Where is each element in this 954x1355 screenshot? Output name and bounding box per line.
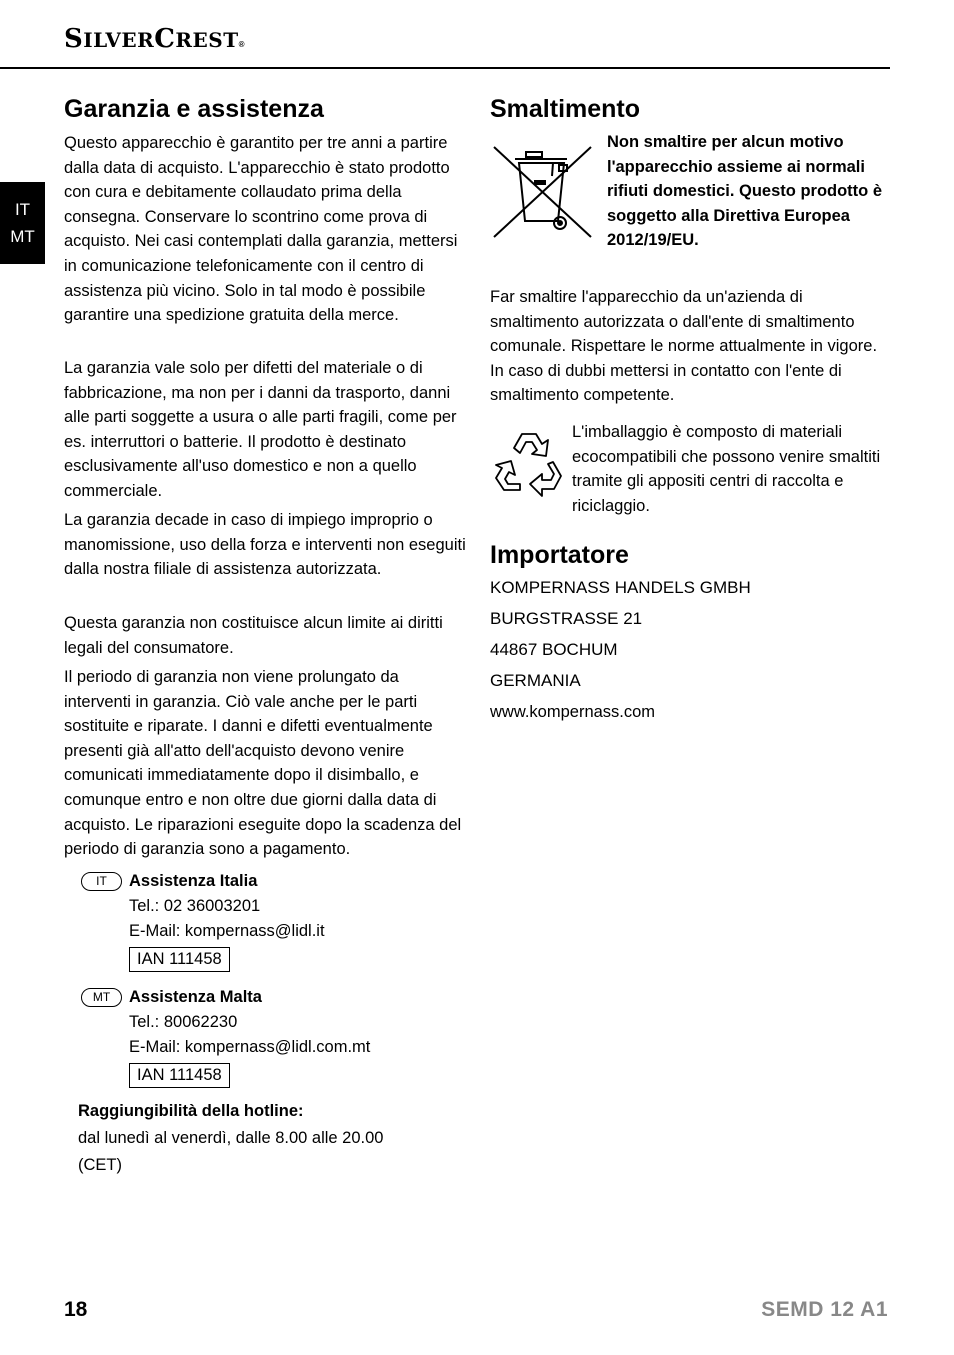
disposal-heading: Smaltimento bbox=[490, 95, 641, 123]
service-title: Assistenza Malta bbox=[129, 988, 262, 1006]
disposal-warning: Non smaltire per alcun motivo l'apparecchio assieme ai normali rifiuti domestici. Questo prodotto è soggetto alla Direttiva Europea 2012/19/EU. bbox=[607, 133, 883, 250]
hotline-title: Raggiungibilità della hotline: bbox=[78, 1102, 304, 1120]
hotline-info bbox=[78, 1098, 468, 1179]
recycle-icon bbox=[490, 428, 566, 500]
brand-logo: SILVERCREST® bbox=[64, 24, 246, 54]
lang-it: IT bbox=[14, 200, 31, 219]
service-email: E-Mail: kompernass@lidl.it bbox=[129, 922, 325, 940]
importer-heading: Importatore bbox=[490, 541, 629, 569]
hotline-timezone: (CET) bbox=[78, 1156, 122, 1174]
importer-company: KOMPERNASS HANDELS GMBH bbox=[490, 578, 751, 597]
service-phone: Tel.: 80062230 bbox=[129, 1013, 238, 1031]
warranty-paragraph-3: La garanzia decade in caso di impiego improprio o manomissione, uso della forza e interventi non eseguiti dalla nostra filiale di assistenza autorizzata. bbox=[64, 511, 466, 579]
country-badge-mt: MT bbox=[81, 988, 122, 1007]
crossed-bin-icon bbox=[490, 141, 598, 241]
warranty-heading: Garanzia e assistenza bbox=[64, 95, 324, 123]
country-badge-it: IT bbox=[81, 872, 122, 891]
warranty-paragraph-2: La garanzia vale solo per difetti del materiale o di fabbricazione, ma non per i danni da trasporto, danni alle parti soggette a usura o alle parti fragili, come per es. interruttori o batterie. Il prodotto è destinato esclusivamente all'uso domestico e non a quello commerciale. bbox=[64, 359, 457, 500]
warranty-paragraph-1: Questo apparecchio è garantito per tre anni a partire dalla data di acquisto. L'apparecchio è stato prodotto con cura e debitamente collaudato prima della consegna. Conservare lo scontrino come prova di acquisto. Nei casi contemplati dalla garanzia, mettersi in comunicazione telefonicamente con il centro di assistenza più vicino. Solo in tal modo è possibile garantire una spedizione gratuita della merce. bbox=[64, 134, 458, 325]
disposal-paragraph: Far smaltire l'apparecchio da un'azienda di smaltimento autorizzata o dall'ente di smaltimento comunale. Rispettare le norme attualmente in vigore. In caso di dubbi mettersi in contatto con l'ente di smaltimento competente. bbox=[490, 288, 878, 405]
service-italy bbox=[78, 869, 468, 972]
model-number: SEMD 12 A1 bbox=[761, 1298, 888, 1321]
language-tab bbox=[0, 182, 45, 264]
ian-box: IAN 111458 bbox=[129, 1063, 230, 1088]
service-phone: Tel.: 02 36003201 bbox=[129, 897, 261, 915]
importer-street: BURGSTRASSE 21 bbox=[490, 609, 643, 628]
header-rule bbox=[0, 67, 890, 69]
service-title: Assistenza Italia bbox=[129, 872, 258, 890]
importer-country: GERMANIA bbox=[490, 671, 581, 690]
hotline-hours: dal lunedì al venerdì, dalle 8.00 alle 20.00 bbox=[78, 1129, 384, 1147]
lang-mt: MT bbox=[10, 227, 35, 246]
packaging-note: L'imballaggio è composto di materiali ecocompatibili che possono venire smaltiti tramite gli appositi centri di raccolta e riciclaggio. bbox=[572, 423, 881, 515]
warranty-paragraph-5: Il periodo di garanzia non viene prolungato da interventi in garanzia. Ciò vale anche per le parti sostituite e riparate. I danni e difetti eventualmente presenti già all'atto dell'acquisto devono venire comunicati immediatamente dopo il disimballo, e comunque entro e non oltre due giorni dalla data di acquisto. Le riparazioni eseguite dopo la scadenza del periodo di garanzia sono a pagamento. bbox=[64, 668, 462, 859]
service-email: E-Mail: kompernass@lidl.com.mt bbox=[129, 1038, 371, 1056]
service-malta bbox=[78, 985, 468, 1088]
ian-box: IAN 111458 bbox=[129, 947, 230, 972]
importer-city: 44867 BOCHUM bbox=[490, 640, 618, 659]
page-number: 18 bbox=[64, 1298, 88, 1321]
warranty-paragraph-4: Questa garanzia non costituisce alcun limite ai diritti legali del consumatore. bbox=[64, 614, 443, 657]
importer-website-link[interactable]: www.kompernass.com bbox=[490, 703, 656, 721]
